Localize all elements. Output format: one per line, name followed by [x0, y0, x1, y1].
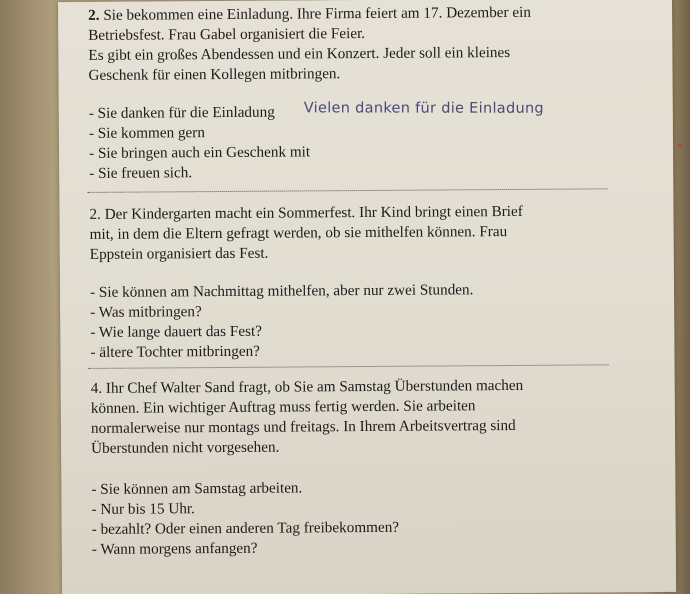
section-2-point: - Wie lange dauert das Fest?	[90, 322, 262, 341]
section-2-line-3: Eppstein organisiert das Fest.	[89, 244, 269, 263]
section-3-point: - Nur bis 15 Uhr.	[91, 500, 195, 518]
worksheet-paper	[58, 0, 676, 594]
section-2-point: - ältere Tochter mitbringen?	[90, 342, 260, 361]
dotted-separator	[87, 188, 607, 193]
section-3-line-3: normalerweise nur montags und freitags. In Ihrem Arbeitsvertrag sind	[90, 416, 516, 437]
section-3-point: - Wann morgens anfangen?	[91, 539, 258, 558]
section-3-point: - bezahlt? Oder einen anderen Tag freibekommen?	[91, 518, 400, 538]
section-1-line-1: Sie bekommen eine Einladung. Ihre Firma feiert am 17. Dezember ein	[103, 3, 531, 24]
section-1-line-4: Geschenk für einen Kollegen mitbringen.	[88, 65, 341, 84]
section-3-line-4: Überstunden nicht vorgesehen.	[91, 438, 280, 457]
section-3-points	[91, 476, 652, 560]
section-3-intro	[91, 375, 652, 459]
dotted-separator	[89, 364, 609, 369]
section-1-point: - Sie freuen sich.	[89, 164, 193, 182]
section-2-line-1: 2. Der Kindergarten macht ein Sommerfest. Ihr Kind bringt einen Brief	[89, 202, 523, 223]
section-1-point: - Sie danken für die Einladung	[88, 103, 275, 122]
section-2-line-2: mit, in dem die Eltern gefragt werden, ob sie mithelfen können. Frau	[89, 223, 508, 243]
section-2-points	[90, 279, 651, 363]
section-2-point: - Was mitbringen?	[90, 303, 202, 321]
section-1-line-2: Betriebsfest. Frau Gabel organisiert die Feier.	[88, 25, 366, 44]
section-1-number: 2.	[88, 6, 100, 24]
red-mark	[678, 144, 682, 147]
section-1-line-3: Es gibt ein großes Abendessen und ein Konzert. Jeder soll ein kleines	[88, 43, 511, 64]
section-1-point: - Sie kommen gern	[88, 124, 205, 142]
section-3-point: - Sie können am Samstag arbeiten.	[91, 479, 303, 498]
section-2-point: - Sie können am Nachmittag mithelfen, aber nur zwei Stunden.	[89, 281, 474, 301]
section-3-line-2: können. Ein wichtiger Auftrag muss fertig werden. Sie arbeiten	[90, 397, 476, 417]
section-1-intro	[88, 2, 649, 86]
handwritten-answer: Vielen danken für die Einladung	[303, 100, 544, 117]
section-3-line-1: 4. Ihr Chef Walter Sand fragt, ob Sie am Samstag Überstunden machen	[90, 376, 524, 397]
section-2-intro	[89, 201, 649, 265]
section-1-point: - Sie bringen auch ein Geschenk mit	[89, 143, 311, 162]
